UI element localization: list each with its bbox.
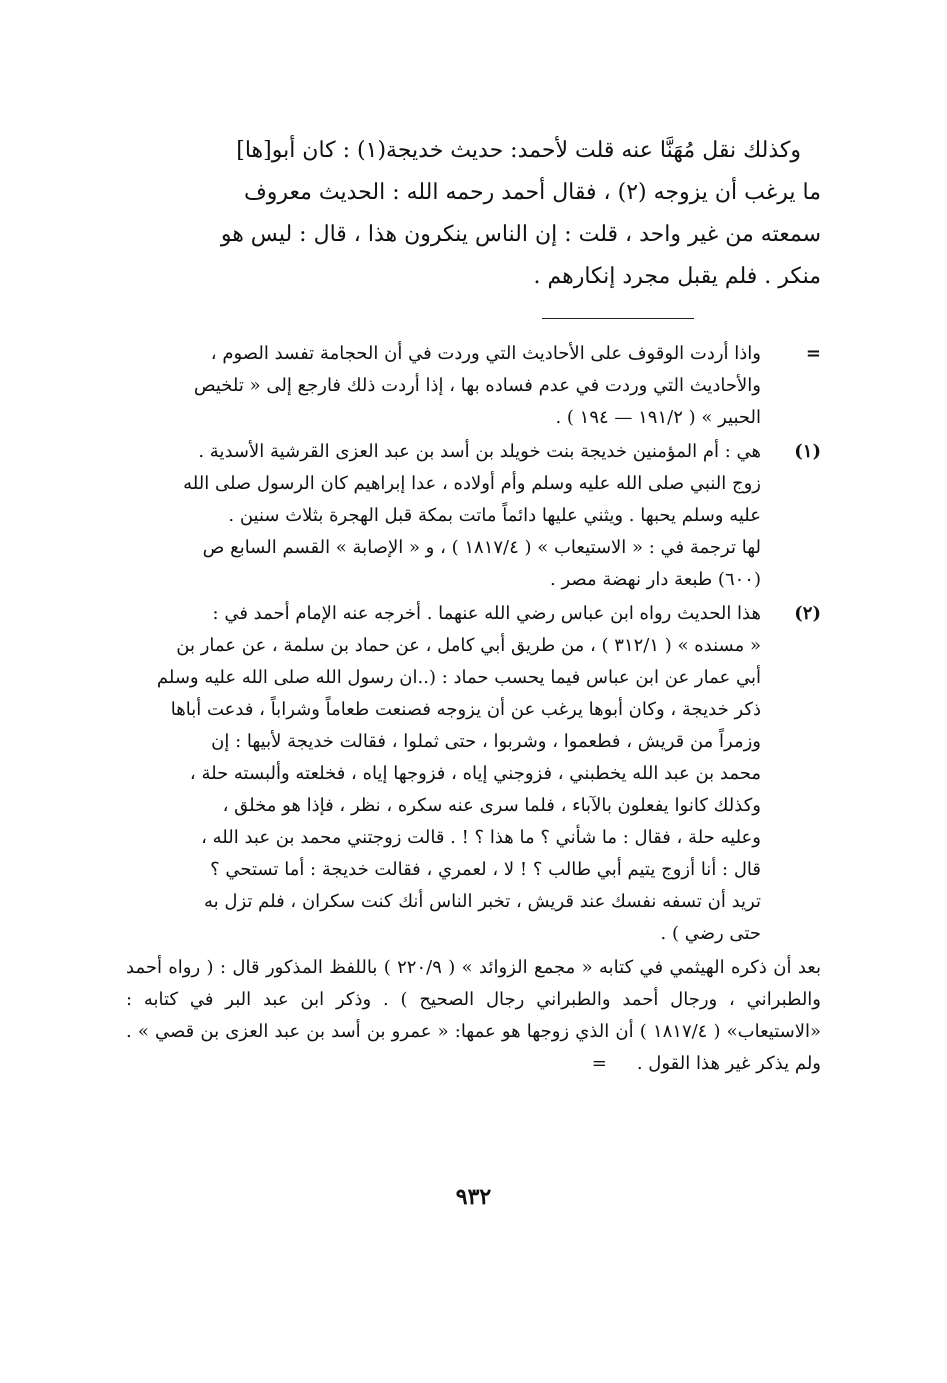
footnote-line: وعليه حلة ، فقال : ما شأني ؟ ما هذا ؟ ! . قالت زوجتني محمد بن عبد الله ، [201,827,761,848]
main-line: منكر . فلم يقبل مجرد إنكارهم . [533,264,821,289]
footnote-line: حتى رضي ) . [660,923,761,944]
footnote-line: وزمراً من قريش ، فطعموا ، وشربوا ، حتى ثملوا ، فقالت خديجة لأبيها : إن [211,731,761,752]
footnote-line: واذا أردت الوقوف على الأحاديث التي وردت في أن الحجامة تفسد الصوم ، [210,343,761,364]
footnote-continuation [126,338,821,434]
main-line: ما يرغب أن يزوجه (٢) ، فقال أحمد رحمه الله : الحديث معروف [243,180,821,205]
footnote-line: تريد أن تسفه نفسك عند قريش ، تخبر الناس أنك كنت سكران ، فلم تزل به [204,891,761,912]
footnote-line: « مسنده » ( ٣١٢/١ ) ، من طريق أبي كامل ، عن حماد بن سلمة ، عن عمار بن [176,635,761,656]
footnote-line: قال : أنا أزوج يتيم أبي طالب ؟ ! لا ، لعمري ، فقالت خديجة : أما تستحي ؟ [210,859,761,880]
main-line: سمعته من غير واحد ، قلت : إن الناس ينكرون هذا ، قال : ليس هو [220,222,821,247]
footnote-line: وكذلك كانوا يفعلون بالآباء ، فلما سرى عنه سكره ، نظر ، فإذا هو مخلق ، [222,795,761,816]
footnote-number: (٢) [794,603,821,624]
footnote-line: أبي عمار عن ابن عباس فيما يحسب حماد : (..ان رسول الله صلى الله عليه وسلم [156,667,761,688]
footnote-number: (١) [794,441,821,462]
footnote-1 [126,436,821,596]
footnote-separator [542,318,694,319]
page-number: ٩٣٢ [455,1184,492,1210]
commentary-line: ( رواه أحمد والطبراني ، ورجال أحمد والطبراني رجال الصحيح ) . [126,957,821,1010]
footnote-line: ذكر خديجة ، وكان أبوها يرغب عن أن يزوجه فصنعت طعاماً وشراباً ، فدعت أباها [170,699,761,720]
commentary-line: وذكر ابن عبد البر في كتابه : «الاستيعاب» ( ١٨١٧/٤ ) أن الذي زوجها هو عمها: [126,989,821,1042]
main-text [126,130,821,298]
footnote-line: الحبير » ( ١٩١/٢ — ١٩٤ ) . [555,407,761,428]
footnote-line: هي : أم المؤمنين خديجة بنت خويلد بن أسد بن عبد العزى القرشية الأسدية . [198,441,761,462]
footnote-line: والأحاديث التي وردت في عدم فساده بها ، إذا أردت ذلك فارجع إلى « تلخيص [193,375,761,396]
main-line: وكذلك نقل مُهَنَّا عنه قلت لأحمد: حديث خديجة(١) : كان أبو[ها] [236,138,801,163]
footnote-2 [126,598,821,950]
footnote-line: لها ترجمة في : « الاستيعاب » ( ١٨١٧/٤ ) ، و « الإصابة » القسم السابع ص [202,537,761,558]
footnote-2-commentary [126,952,821,1080]
continuation-mark: = [805,343,821,364]
footnote-line: عليه وسلم يحبها . ويثني عليها دائماً ماتت بمكة قبل الهجرة بثلاث سنين . [228,505,761,526]
footnote-line: زوج النبي صلى الله عليه وسلم وأم أولاده ، عدا إبراهيم كان الرسول صلى الله [183,473,761,494]
continuation-mark: = [591,1053,607,1074]
commentary-text: « عمرو بن أسد بن عبد العزى بن قصي » . ولم يذكر غير هذا القول . [126,1021,821,1074]
footnote-line: محمد بن عبد الله يخطبني ، فزوجني إياه ، فزوجها إياه ، فخلعته وألبسته حلة ، [189,763,761,784]
footnote-line: هذا الحديث رواه ابن عباس رضي الله عنهما . أخرجه عنه الإمام أحمد في : [212,603,761,624]
footnote-line: (٦٠٠) طبعة دار نهضة مصر . [550,569,761,590]
commentary-line: بعد أن ذكره الهيثمي في كتابه « مجمع الزوائد » ( ٢٢٠/٩ ) باللفظ المذكور قال : [219,957,822,978]
footnotes [126,338,821,1080]
